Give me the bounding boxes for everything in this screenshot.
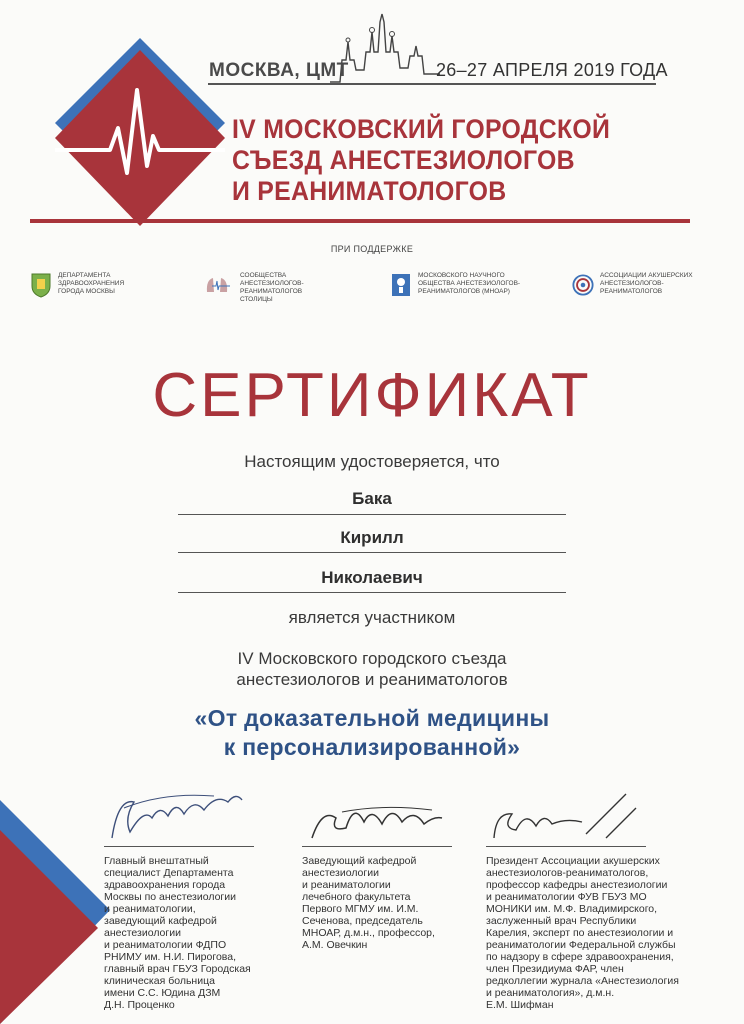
recipient-patronymic: Николаевич [321,568,423,587]
support-label: ПРИ ПОДДЕРЖКЕ [330,244,414,254]
partner-name: МОСКОВСКОГО НАУЧНОГО ОБЩЕСТВА АНЕСТЕЗИОЛОГОВ- РЕАНИМАТОЛОГОВ (МНОАР) [418,272,521,295]
surname-underline [178,514,566,515]
patronymic-underline [178,592,566,593]
partner-name: АССОЦИАЦИИ АКУШЕРСКИХ АНЕСТЕЗИОЛОГОВ- РЕАНИМАТОЛОГОВ [600,272,693,295]
lungs-icon [200,272,234,298]
signature-line [104,846,254,847]
first-name-underline [178,552,566,553]
partner-moscow-health [30,272,124,298]
association-emblem-icon [572,272,594,298]
congress-motto [0,704,744,762]
event-name-line: анестезиологов и реаниматологов [236,670,508,689]
signatory-protsenko [104,788,254,1011]
event-city: МОСКВА, ЦМТ [209,60,349,81]
partner-name: СООБЩЕСТВА АНЕСТЕЗИОЛОГОВ- РЕАНИМАТОЛОГОВ СТОЛИЦЫ [240,272,304,303]
recipient-first-name: Кирилл [340,528,404,547]
participant-statement: является участником [288,608,456,627]
header-divider [208,83,656,85]
partner-capital-community [200,272,304,304]
signature-line [486,846,646,847]
congress-title-line: И РЕАНИМАТОЛОГОВ [232,176,507,206]
event-name-line: IV Московского городского съезда [237,649,507,668]
event-name [0,648,744,690]
motto-line: к персонализированной» [223,734,521,760]
header-rule [30,219,690,223]
event-dates: 26–27 АПРЕЛЯ 2019 ГОДА [436,60,668,80]
decorative-corner [0,800,110,1024]
signature-line [302,846,452,847]
partner-obstetric-association [572,272,693,298]
signatory-details: Главный внештатный специалист Департамента здравоохранения города Москвы по анестезиологии и реаниматологии, заведующий кафедрой анестезиологии и реаниматологии ФДПО РНИМУ им. Н.И. Пирогова, главный врач ГБУЗ Городская клиническая больница имени С.С. Юдина ДЗМ Д.Н. Проценко [104,855,251,1011]
certify-statement: Настоящим удостоверяется, что [244,452,500,471]
congress-title [232,114,610,207]
congress-title-line: СЪЕЗД АНЕСТЕЗИОЛОГОВ [232,145,575,175]
recipient-surname: Бака [352,489,392,508]
signature-image [486,788,676,844]
signatory-details: Президент Ассоциации акушерских анестезиологов-реаниматологов, профессор кафедры анестезиологии и реаниматологии ФУВ ГБУЗ МО МОНИКИ им. М.Ф. Владимирского, заслуженный врач Республики Карелия, эксперт по анестезиологии и реаниматологии Федеральной службы по надзору в сфере здравоохранения, член Президиума ФАР, член редколлегии журнала «Анестезиология и реаниматология», д.м.н. Е.М. Шифман [486,855,679,1011]
partner-name: ДЕПАРТАМЕНТА ЗДРАВООХРАНЕНИЯ ГОРОДА МОСКВЫ [58,272,125,295]
congress-logo [55,38,225,238]
signature-image [302,788,452,844]
signature-image [104,788,254,844]
signatory-ovechkin [302,788,452,951]
certificate-title: СЕРТИФИКАТ [152,361,592,430]
signatory-shifman [486,788,679,1011]
partner-mnoar [390,272,520,298]
mnoar-logo-icon [390,272,412,298]
congress-title-line: IV МОСКОВСКИЙ ГОРОДСКОЙ [232,114,611,144]
motto-line: «От доказательной медицины [194,705,550,731]
signatory-details: Заведующий кафедрой анестезиологии и реаниматологии лечебного факультета Первого МГМУ им. И.М. Сеченова, председатель МНОАР, д.м.н., профессор, А.М. Овечкин [302,855,435,951]
moscow-coat-of-arms-icon [30,272,52,298]
